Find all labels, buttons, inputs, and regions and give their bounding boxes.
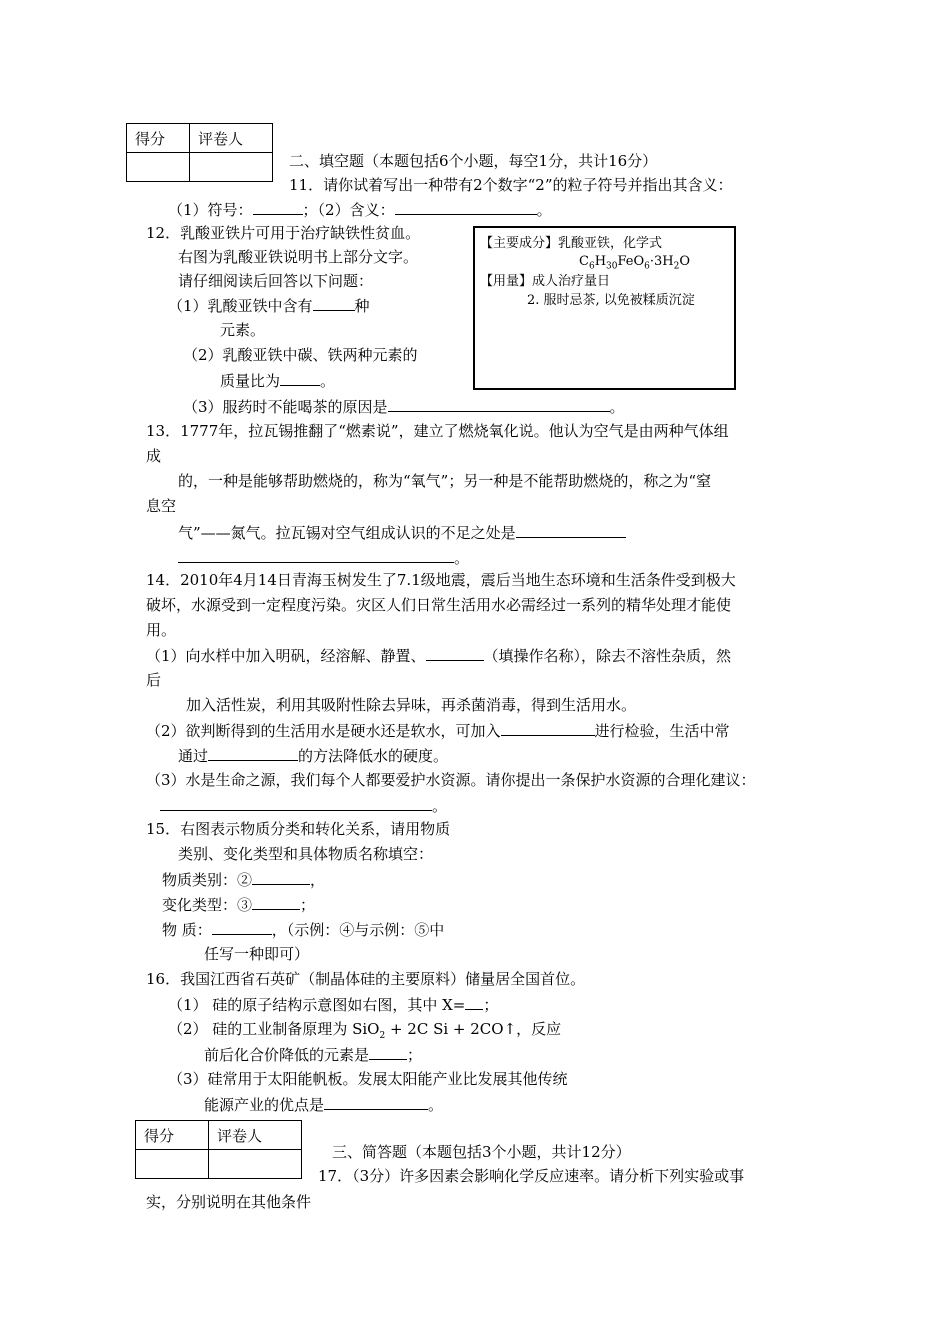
q13-blank-a[interactable] (516, 522, 626, 538)
grader-cell[interactable] (209, 1150, 302, 1179)
q17-line2: 实，分别说明在其他条件 (146, 1193, 312, 1211)
q14-line2: 破坏，水源受到一定程度污染。灾区人们日常生活用水必需经过一系列的精华处理才能使 (146, 596, 732, 614)
q15-category-blank[interactable] (252, 869, 310, 885)
q15-line1: 15．右图表示物质分类和转化关系，请用物质 (146, 820, 451, 838)
q14-line5: 后 (146, 671, 162, 689)
q16-line6: 能源产业的优点是 。 (204, 1096, 444, 1114)
q12-line5: 元素。 (220, 321, 266, 339)
grader-cell[interactable] (190, 153, 273, 182)
q12-line7: 质量比为 。 (220, 372, 336, 390)
q14-operation-blank[interactable] (426, 645, 484, 661)
q11-meaning-label: ；（2）含义： (302, 201, 395, 219)
section3-heading: 三、简答题（本题包括3个小题，共计12分） (332, 1143, 631, 1161)
q14-line8: 通过 的方法降低水的硬度。 (178, 747, 449, 765)
q14-test-blank[interactable] (501, 720, 595, 736)
q14-line6: 加入活性炭，利用其吸附性除去异味，再杀菌消毒，得到生活用水。 (186, 696, 637, 714)
q15-line3: 物质类别：② ， (162, 871, 326, 889)
q12-line3: 请仔细阅读后回答以下问题： (178, 272, 374, 290)
q13-line1: 13．1777年，拉瓦锡推翻了“燃素说”，建立了燃烧氧化说。他认为空气是由两种气体组 (146, 422, 729, 440)
box-main-component: 【主要成分】乳酸亚铁，化学式 (480, 236, 663, 251)
q15-line4: 变化类型：③ ； (162, 896, 316, 914)
q12-line4: （1）乳酸亚铁中含有 种 (168, 297, 370, 315)
q14-method-blank[interactable] (208, 745, 298, 761)
score-cell[interactable] (136, 1150, 209, 1179)
q12-line2: 右图为乳酸亚铁说明书上部分文字。 (178, 248, 419, 266)
q14-line1: 14．2010年4月14日青海玉树发生了7.1级地震，震后当地生态环境和生活条件受到极大 (146, 571, 736, 589)
q11-line2: （1）符号： ；（2）含义： 。 (168, 201, 552, 219)
q13-line6: 。 (178, 547, 469, 568)
q13-line4: 息空 (146, 497, 177, 515)
q16-line1: 16．我国江西省石英矿（制晶体硅的主要原料）储量居全国首位。 (146, 970, 586, 988)
q12-line6: （2）乳酸亚铁中碳、铁两种元素的 (183, 346, 418, 364)
q16-line4: 前后化合价降低的元素是 ； (204, 1046, 423, 1064)
q13-line2: 成 (146, 447, 162, 465)
q12-ratio-blank[interactable] (280, 370, 320, 386)
q12-line8: （3）服药时不能喝茶的原因是 。 (183, 398, 625, 416)
q13-line3: 的，一种是能够帮助燃烧的，称为“氧气”；另一种是不能帮助燃烧的，称之为“窒 (178, 472, 712, 490)
q12-reason-blank[interactable] (388, 396, 610, 412)
q16-x-blank[interactable] (465, 994, 483, 1010)
score-label: 得分 (127, 124, 190, 153)
q12-elements-blank[interactable] (313, 295, 355, 311)
grader-label: 评卷人 (209, 1121, 302, 1150)
q16-advantage-blank[interactable] (324, 1094, 428, 1110)
q11-symbol-label: （1）符号： (168, 201, 253, 219)
box-caution: 2. 服时忌茶, 以免被糅质沉淀 (527, 293, 695, 308)
q14-suggestion-blank[interactable] (160, 795, 432, 811)
q17-line1: 17．（3分）许多因素会影响化学反应速率。请分析下列实验或事 (318, 1167, 745, 1185)
q14-line10: 。 (160, 795, 447, 816)
q15-line2: 类别、变化类型和具体物质名称填空： (178, 845, 434, 863)
q13-line5: 气”——氮气。拉瓦锡对空气组成认识的不足之处是 (178, 522, 626, 543)
q16-line3: （2） 硅的工业制备原理为 SiO$_2$ + 2C Si + 2CO↑，反应 (168, 1020, 562, 1041)
q16-line2: （1） 硅的原子结构示意图如右图，其中 X= ； (168, 996, 499, 1014)
q14-line7: （2）欲判断得到的生活用水是硬水还是软水，可加入 进行检验，生活中常 (146, 722, 730, 740)
box-formula: $C_6H_{30}FeO_6\cdot 3H_2O$ (579, 254, 691, 272)
q11-line1: 11．请你试着写出一种带有2个数字“2”的粒子符号并指出其含义： (289, 176, 733, 194)
q16-line5: （3）硅常用于太阳能帆板。发展太阳能产业比发展其他传统 (168, 1070, 568, 1088)
q11-meaning-blank[interactable] (395, 199, 537, 215)
q13-blank-b[interactable] (178, 547, 454, 563)
score-cell[interactable] (127, 153, 190, 182)
q12-line1: 12．乳酸亚铁片可用于治疗缺铁性贫血。 (146, 224, 421, 242)
q15-line6: 任写一种即可） (204, 945, 310, 963)
score-table-1 (126, 123, 273, 182)
score-label: 得分 (136, 1121, 209, 1150)
q14-line9: （3）水是生命之源，我们每个人都要爱护水资源。请你提出一条保护水资源的合理化建议： (146, 771, 756, 789)
q15-line5: 物 质： ，（示例：④与示例：⑤中 (162, 921, 445, 939)
score-table-2 (135, 1120, 302, 1179)
q11-symbol-blank[interactable] (253, 199, 303, 215)
q14-line3: 用。 (146, 621, 177, 639)
q15-substance-blank[interactable] (212, 919, 272, 935)
section2-heading: 二、填空题（本题包括6个小题，每空1分，共计16分） (289, 152, 658, 170)
q16-element-blank[interactable] (369, 1044, 407, 1060)
grader-label: 评卷人 (190, 124, 273, 153)
q15-change-type-blank[interactable] (252, 894, 300, 910)
medicine-label-box (473, 226, 736, 390)
box-dosage: 【用量】成人治疗量日 (480, 274, 611, 289)
q14-line4: （1）向水样中加入明矾，经溶解、静置、 （填操作名称），除去不溶性杂质，然 (146, 647, 732, 665)
